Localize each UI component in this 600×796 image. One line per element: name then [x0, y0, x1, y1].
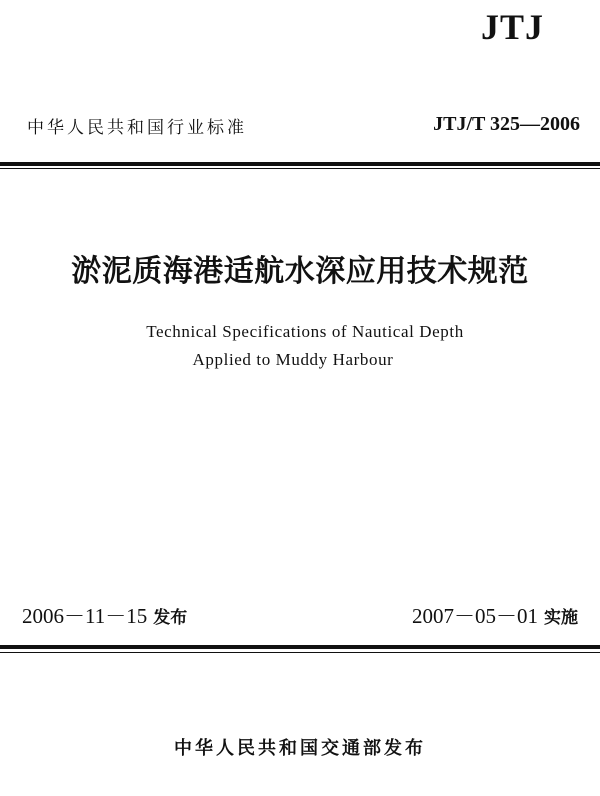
standard-logo: JTJ: [480, 7, 544, 47]
standard-code: JTJ/T 325—2006: [433, 113, 580, 135]
top-divider-thick: [0, 162, 600, 166]
publisher: 中华人民共和国交通部发布: [174, 738, 426, 759]
bottom-divider-thick: [0, 645, 600, 649]
standard-category: 中华人民共和国行业标准: [27, 118, 247, 138]
effective-date: 2007－05－01: [412, 604, 538, 628]
document-title-chinese: 淤泥质海港适航水深应用技术规范: [71, 254, 529, 289]
issue-label: 发布: [153, 608, 188, 628]
effective-label: 实施: [544, 608, 578, 628]
top-divider-thin: [0, 168, 600, 169]
document-title-english-line1: Technical Specifications of Nautical Depth: [146, 322, 464, 341]
document-title-english-line2: Applied to Muddy Harbour: [192, 350, 394, 369]
effective-date-block: [412, 600, 578, 630]
issue-date: 2006－11－15: [22, 604, 148, 628]
issue-date-block: [22, 600, 187, 630]
bottom-divider-thin: [0, 652, 600, 653]
